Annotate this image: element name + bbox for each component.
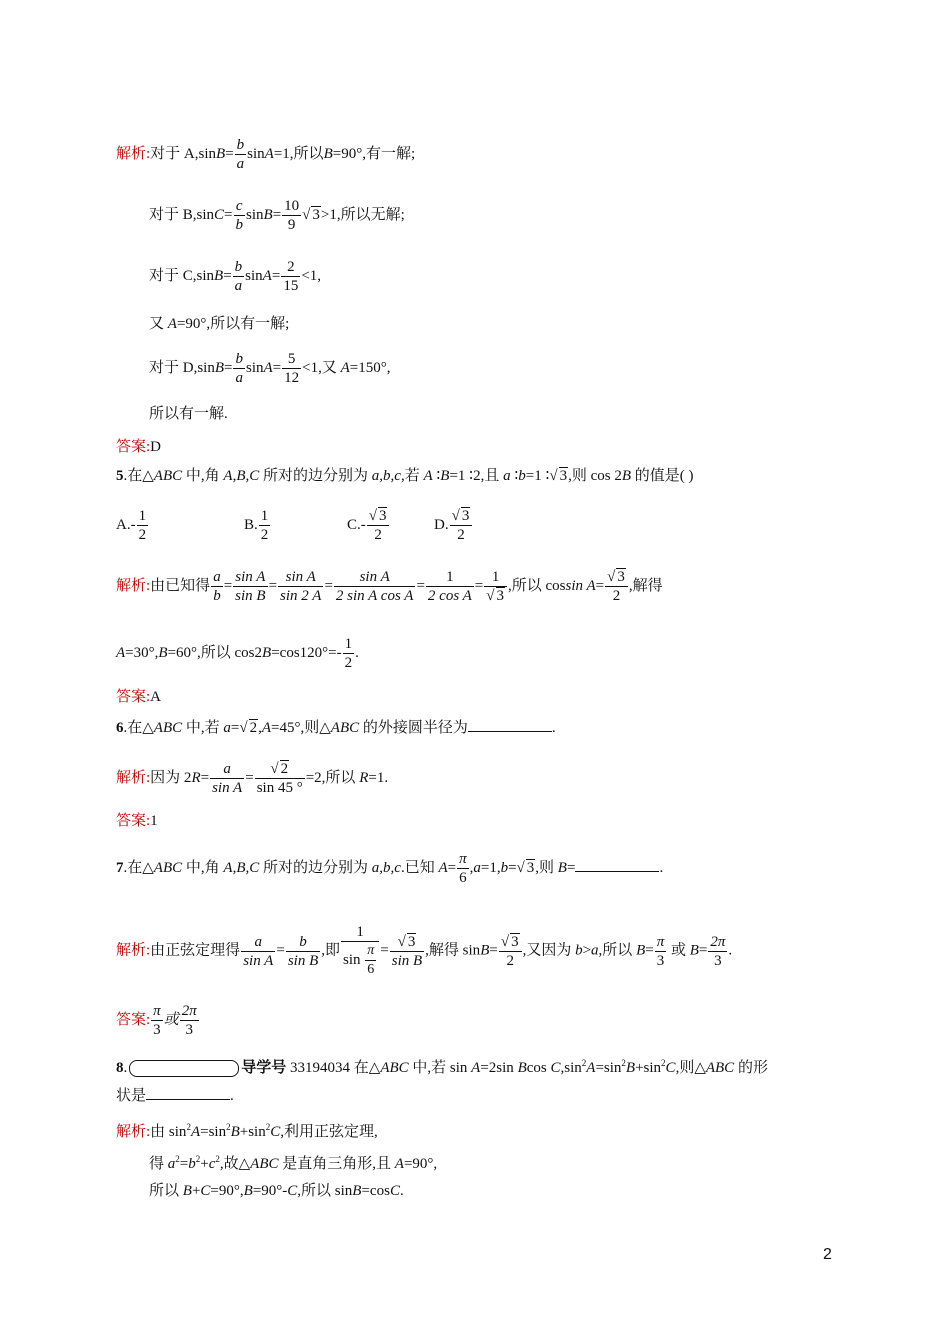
analysis-label: 解析: — [116, 145, 151, 162]
q4-analysis-line1: 解析:对于 A,sinB= $\frac{b}{a}$ sinA=1,所以B=90°,有一解; — [116, 137, 416, 172]
fraction: $\frac{2}{15}$ — [283, 259, 299, 294]
fraction: $\frac{5}{12}$ — [284, 351, 300, 386]
fraction: $\frac{10}{9}$ — [284, 198, 300, 233]
fraction: $\frac{b}{a}$ — [234, 259, 243, 294]
q5-analysis-line1: 解析:由已知得 $\frac{a}{b}$ = $\frac{\text{sin A}}{\text{sin B}}$ = $\frac{\text{sin A}}{\sin 2 A}$ = $\frac{\text{sin A}}{\text{2 sin A cos A}}$ = $\frac{1}{\text{2 cos A}}$ = $\frac{1}{√ 3}$ ,所以 cossin A= $\frac{√ 3}{2}$ ,解得 — [116, 569, 663, 604]
q7-answer: 答案: $\frac{\pi}{3}$ 或 $\frac{2\pi}{3}$ — [116, 1003, 197, 1038]
q5-option-d[interactable]: D. $\frac{√ 3}{2}$ — [434, 507, 473, 544]
q7-stem: 7.在△ABC 中,角 A,B,C 所对的边分别为 a,b,c.已知 A= $\frac{\pi}{6}$ ,a=1,b=√ 3,则 B= . — [116, 851, 664, 886]
answer-blank[interactable] — [468, 717, 552, 732]
page-number: 2 — [823, 1246, 832, 1263]
q4-analysis-line2: 对于 B,sinC= $\frac{c}{b}$ sinB= $\frac{10}{9}$ √ 3>1,所以无解; — [149, 198, 405, 233]
guide-number-box — [129, 1060, 239, 1077]
q8-stem-line1: 8. 导学号 33194034 在△ABC 中,若 sin A=2sin Bcos $C,\sin^2A=\sin^2B+\sin^2C$,则△ABC 的形 — [116, 1058, 768, 1076]
fraction: $\frac{c}{b}$ — [235, 198, 243, 233]
q4-analysis-line3: 对于 C,sinB= $\frac{b}{a}$ sinA= $\frac{2}{15}$ <1, — [149, 259, 322, 294]
q4-answer: 答案:D — [116, 439, 162, 455]
q5-option-c[interactable]: C.- $\frac{√ 3}{2}$ — [347, 507, 390, 544]
fraction: $\frac{b}{a}$ — [236, 137, 245, 172]
q6-answer: 答案:1 — [116, 813, 158, 829]
q8-analysis-line1: 解析:由 $\sin^2A=\sin^2B+\sin^2C$,利用正弦定理, — [116, 1122, 378, 1140]
q5-stem: 5.在△ABC 中,角 A,B,C 所对的边分别为 a,b,c,若 A ∶B=1 ∶2,且 a ∶b=1 ∶√ 3,则 cos 2B 的值是( ) — [116, 468, 694, 484]
q8-stem-line2: 状是 . — [116, 1085, 234, 1106]
answer-blank[interactable] — [146, 1085, 230, 1100]
fraction: $\frac{b}{a}$ — [235, 351, 243, 386]
q6-analysis: 解析:因为 2R= $\frac{a}{\text{sin A}}$ = $\frac{√ 2}{\sin 45 ^\circ}$ =2,所以 R=1. — [116, 761, 389, 796]
answer-blank[interactable] — [575, 857, 659, 872]
q5-answer: 答案:A — [116, 689, 162, 705]
q6-stem: 6.在△ABC 中,若 a=√ 2,A=45°,则△ABC 的外接圆半径为 . — [116, 717, 556, 738]
q5-option-b[interactable]: B. $\frac{1}{2}$ — [244, 508, 269, 543]
q5-analysis-line2: A=30°,B=60°,所以 cos2B=cos120°=- $\frac{1}{2}$ . — [116, 636, 359, 671]
q4-analysis-line5: 对于 D,sinB= $\frac{b}{a}$ sinA= $\frac{5}{12}$ <1,又 A=150°, — [149, 351, 391, 386]
q8-analysis-line2: 得 $a^2=b^2+c^2$,故△ABC 是直角三角形,且 A=90°, — [149, 1154, 438, 1172]
q8-analysis-line3: 所以 B+C=90°,B=90°-C,所以 sinB=cosC. — [149, 1183, 404, 1199]
q4-analysis-line6: 所以有一解. — [149, 406, 228, 422]
q7-analysis: 解析:由正弦定理得 $\frac{a}{\text{sin A}}$ = $\frac{b}{\text{sin B}}$ ,即 1 sin $\frac{\pi}{6}$ = $\frac{√ 3}{\text{sin B}}$ ,解得 sinB= $\frac{√ 3}{2}$ ,又因为 b>a,所以 B= $\frac{\pi}{3}$ 或 B= $\frac{2\pi}{3}$ . — [116, 924, 733, 977]
q4-analysis-line4: 又 A=90°,所以有一解; — [149, 316, 290, 332]
q5-option-a[interactable]: A.- $\frac{1}{2}$ — [116, 508, 147, 543]
answer-label: 答案: — [116, 439, 151, 455]
